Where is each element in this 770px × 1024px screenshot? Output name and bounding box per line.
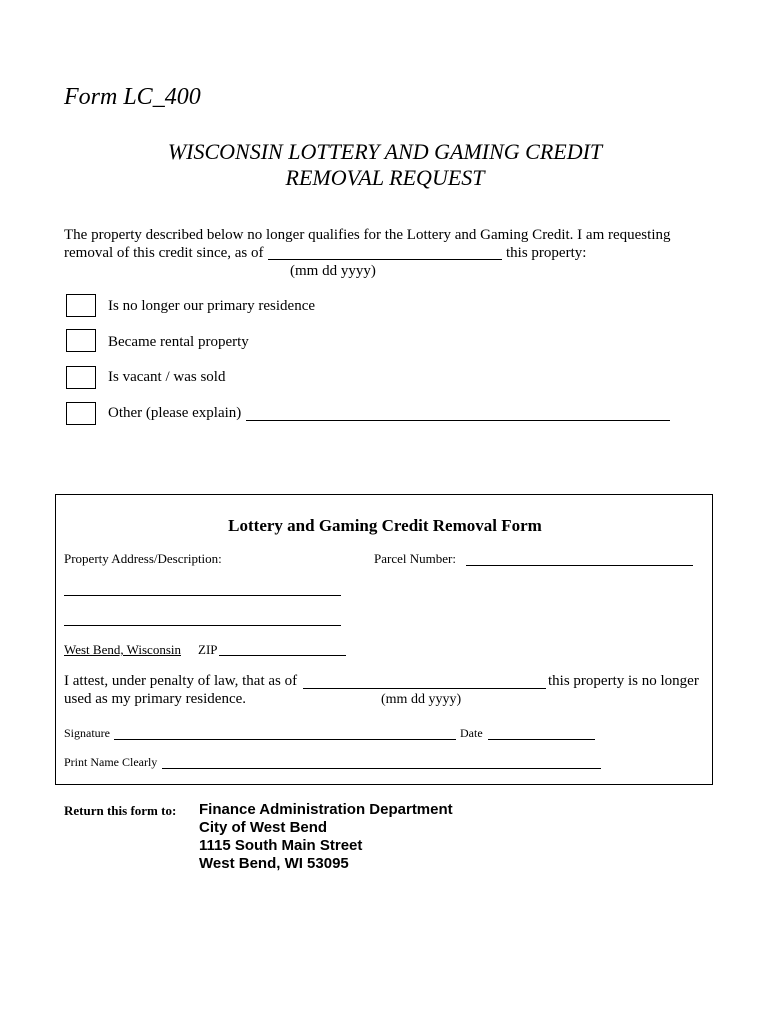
property-address-line-1[interactable] — [64, 595, 341, 596]
return-address-city-state-zip: West Bend, WI 53095 — [199, 855, 349, 872]
property-address-label: Property Address/Description: — [64, 551, 222, 566]
zip-field[interactable] — [219, 655, 346, 656]
print-name-label: Print Name Clearly — [64, 755, 158, 769]
other-explanation-field[interactable] — [246, 420, 670, 421]
signature-field[interactable] — [114, 739, 456, 740]
form-id: Form LC_400 — [64, 84, 201, 110]
option-vacant-sold-label: Is vacant / was sold — [108, 369, 226, 385]
print-name-field[interactable] — [162, 768, 601, 769]
removal-date-field[interactable] — [268, 259, 502, 260]
form-title-line-1: WISCONSIN LOTTERY AND GAMING CREDIT — [167, 139, 603, 164]
signature-label: Signature — [64, 726, 110, 740]
intro-line-2-end: this property: — [506, 245, 587, 261]
checkbox-rental-property[interactable] — [66, 329, 96, 352]
zip-label: ZIP — [198, 642, 218, 657]
removal-form-box — [55, 494, 713, 785]
parcel-number-field[interactable] — [466, 565, 693, 566]
removal-form-title: Lottery and Gaming Credit Removal Form — [228, 516, 542, 535]
attest-text-line-2: used as my primary residence. — [64, 691, 247, 707]
intro-line-1: The property described below no longer qualifies for the Lottery and Gaming Credit. I am requesting — [64, 227, 671, 243]
intro-line-2-start: removal of this credit since, as of — [64, 245, 264, 261]
return-address-street: 1115 South Main Street — [199, 837, 363, 854]
return-address-department: Finance Administration Department — [199, 801, 453, 818]
form-title-line-2: REMOVAL REQUEST — [285, 165, 485, 190]
option-other-label: Other (please explain) — [108, 405, 242, 421]
return-form-label: Return this form to: — [64, 803, 177, 818]
checkbox-vacant-sold[interactable] — [66, 366, 96, 389]
property-address-line-2[interactable] — [64, 625, 341, 626]
date-format-hint: (mm dd yyyy) — [290, 263, 376, 279]
option-rental-property-label: Became rental property — [108, 334, 249, 350]
parcel-number-label: Parcel Number: — [374, 551, 456, 566]
attest-date-field[interactable] — [303, 688, 546, 689]
checkbox-other[interactable] — [66, 402, 96, 425]
attest-date-format-hint: (mm dd yyyy) — [381, 692, 462, 707]
checkbox-primary-residence[interactable] — [66, 294, 96, 317]
option-primary-residence-label: Is no longer our primary residence — [108, 298, 316, 314]
attest-text-start: I attest, under penalty of law, that as of — [64, 673, 298, 689]
attest-text-end: this property is no longer — [548, 673, 699, 689]
signature-date-field[interactable] — [488, 739, 595, 740]
return-address-city: City of West Bend — [199, 819, 328, 836]
city-label: West Bend, Wisconsin — [64, 642, 181, 657]
date-label: Date — [460, 726, 483, 740]
